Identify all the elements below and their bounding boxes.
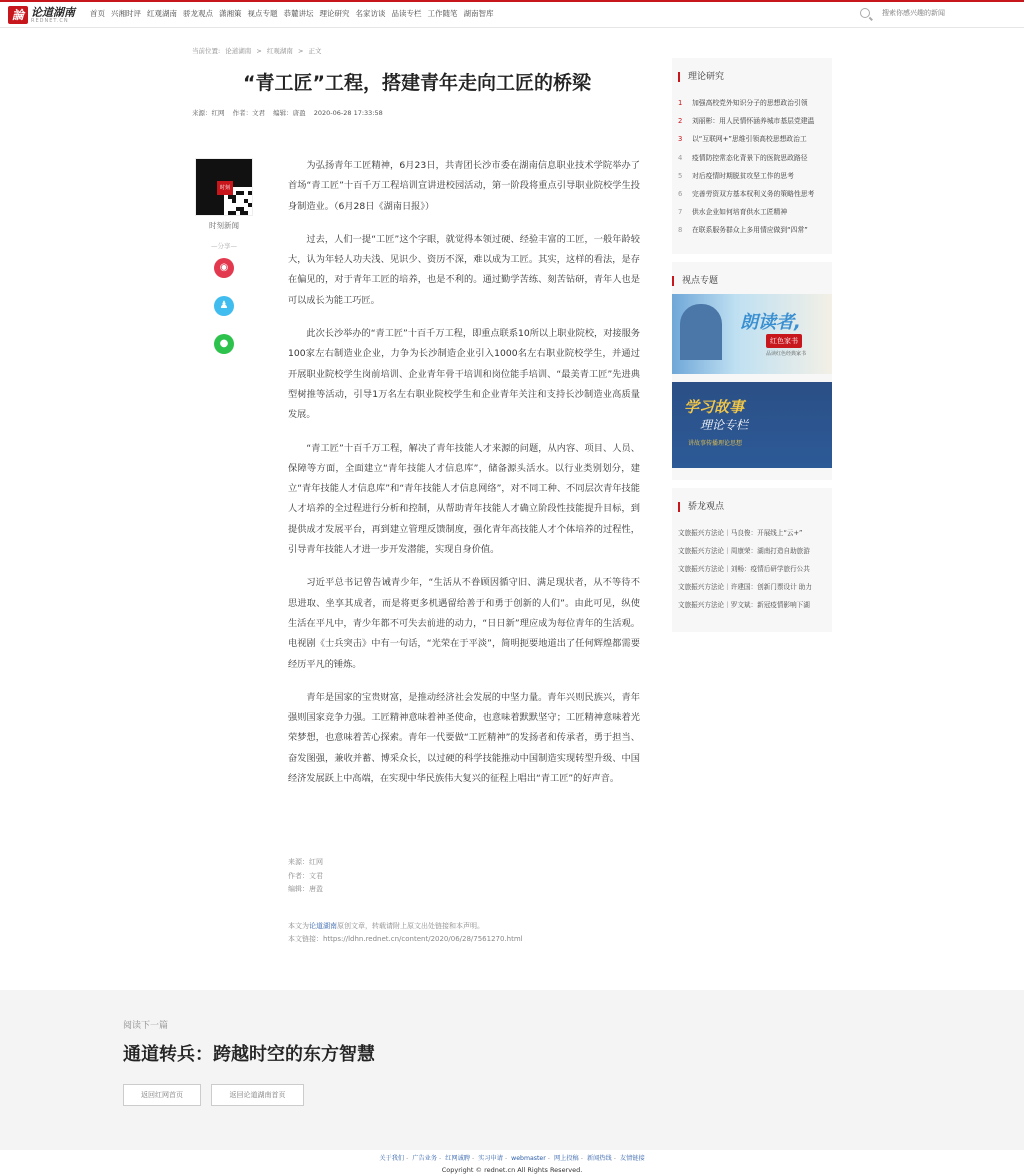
footer-link-hotline[interactable]: 新闻热线 (586, 1155, 612, 1162)
copyright-prefix: 本文为 (288, 922, 309, 930)
article-paragraph: 习近平总书记曾告诫青少年，“生活从不眷顾因循守旧、满足现状者，从不等待不思进取、坐享其成者，而是将更多机遇留给善于和勇于创新的人们”。由此可见，纵使生活在平凡中，青少年都不可失去前进的动力，“日日新”理应成为每位青年的生活观。电视剧《士兵突击》中有一句话，“光荣在于平淡”，简明扼要地道出了任何辉煌都需要经历平凡的锤炼。 (288, 577, 640, 670)
nav-item-columns[interactable]: 品读专栏 (391, 9, 422, 18)
copyright-site-link[interactable]: 论道湖南 (309, 922, 337, 930)
main-nav (90, 8, 500, 19)
qr-code (195, 158, 253, 216)
article-body (288, 156, 640, 802)
nav-item-thinktank[interactable]: 湖南智库 (463, 9, 494, 18)
footer-link-intern[interactable]: 实习申请 (478, 1155, 503, 1162)
theory-box (672, 58, 832, 254)
list-item[interactable]: 3 以“互联网+”思维引领高校思想政治工 (678, 135, 807, 144)
nav-item-xiaoxiang[interactable]: 潇湘策 (219, 9, 242, 18)
nav-item-jiaolong[interactable]: 骄龙观点 (183, 9, 213, 18)
next-article-section (0, 990, 1024, 1150)
footer-link-ads[interactable]: 广告业务 (412, 1155, 438, 1162)
article-paragraph: 为弘扬青年工匠精神，6月23日，共青团长沙市委在湖南信息职业技术学院举办了首场“青工匠”十百千万工程培训宣讲进校园活动，第一阶段将重点引导职业院校学生投身制造业。（6月28日《湖南日报》） (288, 160, 640, 212)
breadcrumb-sep: > (297, 47, 304, 55)
logo-name: 论道湖南 (31, 5, 75, 19)
search-box (860, 8, 1002, 18)
sidebar (672, 58, 832, 632)
list-item[interactable]: 7 供水企业如何培育供水工匠精神 (678, 208, 788, 217)
topic-banner-story[interactable]: 学习故事 理论专栏 讲故事传播理论思想 (672, 382, 832, 468)
article-info (288, 856, 323, 897)
meta-time: 2020-06-28 17:33:58 (313, 109, 383, 117)
meta-author: 作者：文君 (232, 109, 266, 117)
breadcrumb-sep: > (256, 47, 262, 55)
meta-editor: 编辑：唐盈 (273, 109, 306, 117)
list-item[interactable]: 文旅振兴方法论｜马良俊：开展线上“云+” (678, 529, 803, 537)
footer-link-submit[interactable]: 网上投稿 (553, 1155, 579, 1162)
topic-banner-reader[interactable]: 朗读者, 红色家书 品读红色经典家书 (672, 294, 832, 374)
theory-title: 理论研究 (678, 72, 826, 82)
article-title: “青工匠”工程，搭建青年走向工匠的桥梁 (243, 72, 591, 94)
opinion-list (678, 524, 826, 614)
nav-item-interviews[interactable]: 名家访谈 (355, 9, 386, 18)
share-column (192, 158, 256, 354)
share-separator: —分享— (211, 242, 237, 250)
footer (0, 1150, 1024, 1174)
site-logo[interactable] (8, 5, 75, 25)
search-icon[interactable] (860, 8, 870, 18)
nav-item-theory[interactable]: 理论研究 (319, 9, 350, 18)
logo-mark-icon: 論 (8, 6, 28, 24)
list-item[interactable]: 文旅振兴方法论｜刘畅：疫情后研学旅行公共 (678, 565, 810, 573)
next-label: 阅读下一篇 (123, 1021, 169, 1031)
wechat-share-icon[interactable]: ● (214, 334, 234, 354)
back-rednet-home-button[interactable]: 返回红网首页 (123, 1084, 201, 1106)
weibo-share-icon[interactable]: ◉ (214, 258, 234, 278)
list-item[interactable]: 5 对后疫情时期脱贫攻坚工作的思考 (678, 171, 794, 180)
qr-badge: 时刻 (217, 181, 233, 195)
top-bar (0, 0, 1024, 28)
nav-item-hongguan[interactable]: 红观湖南 (147, 9, 177, 18)
theory-list (678, 94, 826, 240)
article-paragraph: 过去，人们一提“工匠”这个字眼，就觉得本领过硬、经验丰富的工匠，一般年龄较大，认为年轻人功夫浅、见识少、资历不深，难以成为工匠。其实，这样的看法，是存在偏见的，对于青年工匠的培养，也是不利的。通过勤学苦练、刻苦钻研，青年人也是可以成长为能工巧匠。 (288, 233, 640, 306)
footer-copyright: Copyright © rednet.cn All Rights Reserved. (441, 1166, 583, 1174)
nav-item-forum[interactable]: 恭麓讲坛 (283, 9, 314, 18)
opinion-box (672, 488, 832, 632)
list-item[interactable]: 1 加强高校党外知识分子的思想政治引领 (678, 99, 808, 107)
breadcrumb-label: 当前位置: (192, 47, 221, 55)
breadcrumb (192, 46, 325, 55)
copyright-suffix: 原创文章，转载请附上原文出处链接和本声明。 (337, 922, 484, 930)
article-paragraph: 此次长沙举办的“青工匠”十百千万工程，即重点联系10所以上职业院校，对接服务100家左右制造业企业，力争为长沙制造企业引入1000名左右职业院校学生，并通过开展职业院校学生岗前培训、企业青年骨干培训和岗位能手培训、“最美青工匠”先进典型树推等活动，引导1万名左右职业院校学生和企业青年关注和支持长沙制造业高质量发展。 (288, 328, 640, 421)
topic-box (672, 262, 832, 480)
footer-link-webmaster[interactable]: webmaster (511, 1155, 546, 1162)
article-link[interactable]: 本文链接：https://ldhn.rednet.cn/content/2020/06/28/7561270.html (288, 935, 523, 943)
search-input[interactable] (882, 9, 1002, 17)
nav-item-topics[interactable]: 视点专题 (247, 9, 278, 18)
nav-item-home[interactable]: 首页 (90, 9, 105, 18)
list-item[interactable]: 文旅振兴方法论｜罗文斌：新冠疫情影响下湖 (678, 601, 810, 609)
meta-source: 来源：红网 (192, 109, 225, 117)
qq-share-icon[interactable]: ♟ (214, 296, 234, 316)
footer-links: 关于我们 - 广告业务 - 红网诚聘 - 实习申请 - webmaster - 网上投稿 - 新闻热线 - 友情链接 (379, 1155, 645, 1162)
list-item[interactable]: 6 完善劳资双方基本权利义务的策略性思考 (678, 190, 815, 199)
breadcrumb-link-channel[interactable]: 红观湖南 (266, 47, 293, 55)
list-item[interactable]: 8 在联系服务群众上多用情应做到“四常” (678, 226, 808, 235)
list-item[interactable]: 文旅振兴方法论｜周康荣：湖南打造自助旅游 (678, 547, 810, 555)
footer-link-about[interactable]: 关于我们 (379, 1155, 405, 1162)
copyright-notice (288, 920, 523, 946)
nav-item-essays[interactable]: 工作随笔 (427, 9, 458, 18)
list-item[interactable]: 4 疫情防控常态化背景下的医院思政路径 (678, 153, 808, 162)
list-item[interactable]: 2 刘丽彬：用人民情怀涵养城市基层党建温 (678, 117, 815, 126)
footer-link-friends[interactable]: 友情链接 (619, 1155, 645, 1162)
breadcrumb-link-home[interactable]: 论道湖南 (225, 47, 252, 55)
article-meta (192, 108, 389, 117)
topic-title: 视点专题 (672, 276, 832, 286)
logo-sub: REDNET.CN (31, 17, 69, 24)
breadcrumb-current: 正文 (308, 47, 322, 55)
top-red-line (0, 0, 1024, 2)
list-item[interactable]: 文旅振兴方法论｜许建国：创新门票设计 助力 (678, 583, 812, 591)
nav-item-xingxiang[interactable]: 兴湘时评 (111, 9, 141, 18)
info-source: 来源：红网 (288, 858, 323, 866)
opinion-title: 骄龙观点 (678, 502, 826, 512)
qr-label: 时刻新闻 (209, 221, 239, 230)
next-article-link[interactable]: 通道转兵：跨越时空的东方智慧 (123, 1044, 375, 1065)
info-editor: 编辑：唐盈 (288, 885, 323, 893)
back-channel-home-button[interactable]: 返回论道湖南首页 (211, 1084, 304, 1106)
info-author: 作者：文君 (288, 871, 323, 880)
window-illustration-icon (680, 304, 722, 360)
article-paragraph: “青工匠”十百千万工程，解决了青年技能人才来源的问题，从内容、项目、人员、保障等方面，全面建立“青年技能人才信息库”，储备源头活水。以行业类别划分，建立“青年技能人才信息库”和“青年技能人才信息网络”，对不同工种、不同层次青年技能人才培养的全过程进行分析和控制，从帮助青年技能人才确立阶段性技能提升目标，到提供成才发展平台，再到建立管理反馈制度，强化青年高技能人才个体培养的过程性，引导青年技能人才进一步开发潜能，实现自身价值。 (288, 442, 640, 556)
footer-link-jobs[interactable]: 红网诚聘 (445, 1155, 470, 1162)
article-paragraph: 青年是国家的宝贵财富，是推动经济社会发展的中坚力量。青年兴则民族兴，青年强则国家竞争力强。工匠精神意味着神圣使命，也意味着默默坚守；工匠精神意味着光荣梦想，也意味着苦心探索。青年一代要做“工匠精神”的发扬者和传承者，勇于担当、奋发图强，兼收并蓄、博采众长，以过硬的科学技能推动中国制造实现转型升级、中国经济发展跃上中高端，在实现中华民族伟大复兴的征程上唱出“青工匠”的好声音。 (288, 691, 640, 785)
